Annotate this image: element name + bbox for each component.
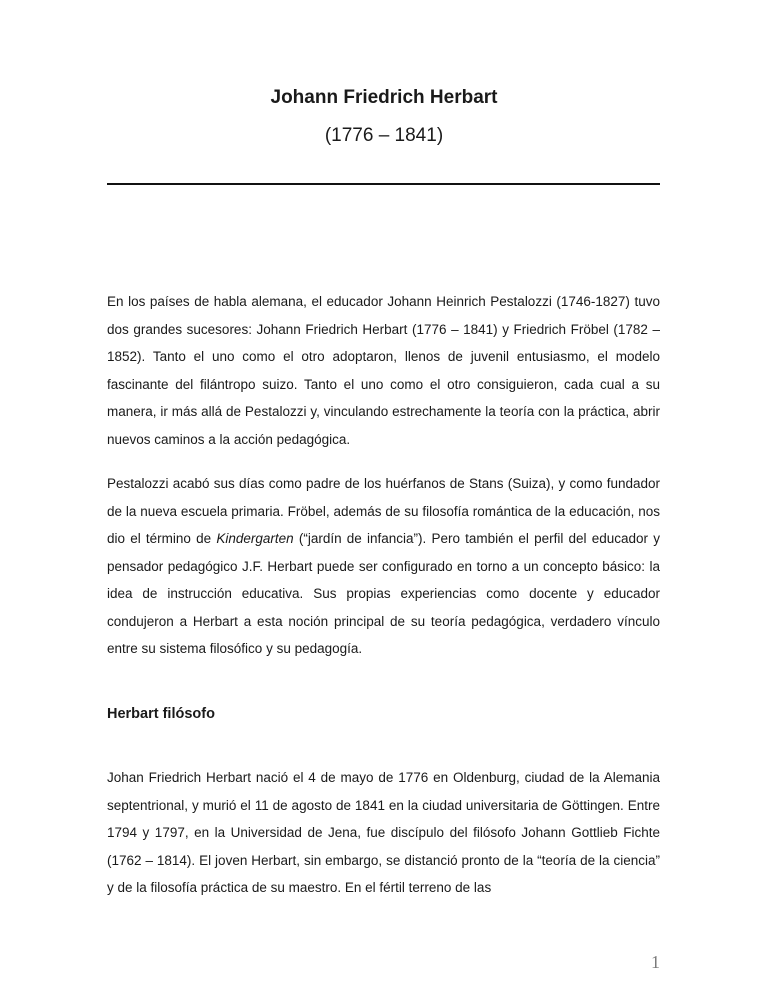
paragraph-intro: En los países de habla alemana, el educador Johann Heinrich Pestalozzi (1746-1827) tuvo dos grandes sucesores: Johann Friedrich Herbart (1776 – 1841) y Friedrich Fröbel (1782 – 1852). Tanto el uno como el otro adoptaron, llenos de juvenil entusiasmo, el modelo fascinante del filántropo suizo. Tanto el uno como el otro consiguieron, cada cual a su manera, ir más allá de Pestalozzi y, vinculando estrechamente la teoría con la práctica, abrir nuevos caminos a la acción pedagógica. bbox=[107, 294, 660, 447]
paragraph-text: Pestalozzi acabó sus días como padre de los huérfanos de Stans (Suiza), y como fundador de la nueva escuela primaria. Fröbel, además de su filosofía romántica de la educación, nos dio el término de bbox=[107, 476, 660, 546]
paragraph-pestalozzi bbox=[107, 470, 660, 663]
page-subtitle-years: (1776 – 1841) bbox=[324, 125, 444, 146]
section-heading: Herbart filósofo bbox=[107, 706, 215, 722]
paragraph-text: (“jardín de infancia”). Pero también el perfil del educador y pensador pedagógico J.F. Herbart puede ser configurado en torno a un concepto básico: la idea de instrucción educativa. Sus propias experiencias como docente y educador condujeron a Herbart a esta noción principal de su teoría pedagógica, verdadero vínculo entre su sistema filosófico y su pedagogía. bbox=[107, 531, 660, 656]
paragraph-biography: Johan Friedrich Herbart nació el 4 de mayo de 1776 en Oldenburg, ciudad de la Alemania septentrional, y murió el 11 de agosto de 1841 en la ciudad universitaria de Göttingen. Entre 1794 y 1797, en la Universidad de Jena, fue discípulo del filósofo Johann Gottlieb Fichte (1762 – 1814). El joven Herbart, sin embargo, se distanció pronto de la “teoría de la ciencia” y de la filosofía práctica de su maestro. En el fértil terreno de las bbox=[107, 770, 660, 895]
title-divider bbox=[107, 183, 660, 185]
kindergarten-term: Kindergarten bbox=[216, 531, 294, 546]
page-title: Johann Friedrich Herbart bbox=[270, 87, 498, 108]
page-number: 1 bbox=[651, 952, 660, 972]
